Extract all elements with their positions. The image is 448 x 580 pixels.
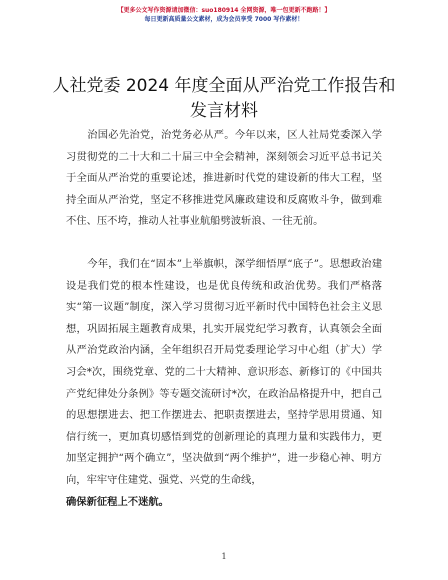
- paragraph-1: [66, 125, 382, 233]
- promo-banner-line2: 每日更新高质量公文素材，成为会员享受 7000 写作素材！: [144, 16, 304, 23]
- paragraph-1-text: 治国必先治党，治党务必从严。今年以来，区人社局党委深入学习贯彻党的二十大和二十届三中全会精神，深刻领会习近平总书记关于全面从严治党的重要论述，推进新时代党的建设新的伟大工程，坚持全面从严治党，坚定不移推进党风廉政建设和反腐败斗争，做到难不住、压不垮，推动人社事业航船劈波斩浪、一往无前。: [66, 129, 382, 228]
- document-body: [66, 125, 382, 513]
- page-number: 1: [221, 552, 227, 561]
- promo-banner-line1: 【更多公文写作资源请加微信：suo180914 全网资源，唯一包更新不跑路！】: [117, 7, 331, 14]
- paragraph-2: [66, 254, 382, 513]
- paragraph-2-bold-ending: 确保新征程上不迷航。: [66, 495, 169, 508]
- promo-banner: [0, 6, 448, 24]
- paragraph-2-text: 今年，我们在“固本”上举旗帜，深学细悟厚“底子”。思想政治建设是我们党的根本性建设，也是优良传统和政治优势。我们严格落实“第一议题”制度，深入学习贯彻习近平新时代中国特色社会主义思想，巩固拓展主题教育成果，扎实开展党纪学习教育，认真领会全面从严治党政治内涵，全年组织召开局党委理论学习中心组（扩大）学习会*次，围绕党章、党的二十大精神、意识形态、新修订的《中国共产党纪律处分条例》等专题交流研讨*次，在政治品格提升中，把自己的思想摆进去、把工作摆进去、把职责摆进去，坚持学思用贯通、知信行统一，更加真切感悟到党的创新理论的真理力量和实践伟力，更加坚定拥护“两个确立”，坚决做到“两个维护”，进一步稳心神、明方向，牢牢守住建党、强党、兴党的生命线，: [66, 257, 382, 486]
- document-title: 人社党委 2024 年度全面从严治党工作报告和发言材料: [52, 76, 396, 121]
